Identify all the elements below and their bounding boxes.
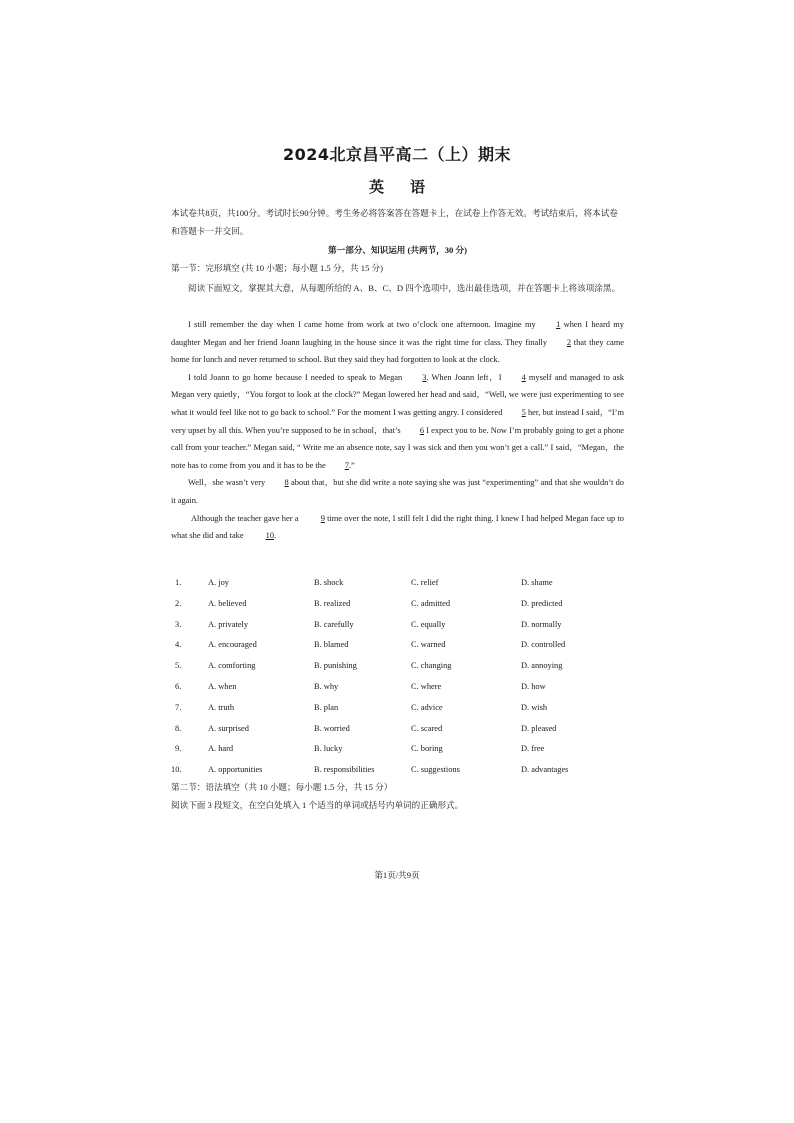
- option-row: [171, 578, 624, 599]
- option-d: D. shame: [521, 578, 553, 587]
- option-b: B. responsibilities: [314, 765, 375, 775]
- passage-text: . When Joann left，I: [426, 372, 505, 382]
- option-b: B. realized: [314, 598, 351, 608]
- option-d: D. pleased: [521, 723, 557, 733]
- section1-title: 第一节：完形填空 (共 10 小题；每小题 1.5 分，共 15 分): [171, 263, 383, 273]
- passage-text: her, but instead I said，“I’m very upset by all this. When you’re supposed to be in school，that’s: [171, 407, 624, 435]
- blank-9: 9: [320, 513, 325, 523]
- blank-10: 10: [265, 531, 275, 541]
- question-number: 5.: [175, 661, 182, 671]
- option-c: C. warned: [411, 640, 446, 650]
- option-c: C. admitted: [411, 598, 451, 608]
- passage-text: Well，she wasn’t very: [188, 478, 268, 488]
- passage-text: time over the note, I still felt I did the right thing. I knew I had helped Megan face up to what she did and take: [171, 513, 624, 541]
- answer-options: [171, 578, 624, 786]
- option-b: B. blamed: [314, 640, 349, 650]
- option-a: A. surprised: [208, 723, 249, 733]
- option-d: D. predicted: [521, 598, 563, 608]
- option-row: [171, 703, 624, 724]
- option-d: D. free: [521, 744, 545, 754]
- option-c: C. scared: [411, 723, 443, 733]
- subject-char-2: 语: [410, 178, 426, 196]
- passage-text: that they came home for lunch and never returned to school. But they said they had forgotten to look at the clock.: [171, 337, 624, 365]
- option-a: A. hard: [208, 744, 234, 754]
- section2-instructions: 阅读下面 3 段短文，在空白处填入 1 个适当的单词或括号内单词的正确形式。: [171, 800, 464, 810]
- part1-heading: 第一部分、知识运用 (共两节，30 分): [328, 245, 467, 255]
- option-d: D. wish: [521, 702, 548, 712]
- subject-char-1: 英: [368, 178, 384, 196]
- option-b: B. carefully: [314, 619, 354, 629]
- question-number: 8.: [175, 723, 182, 733]
- option-a: A. encouraged: [208, 640, 257, 650]
- option-row: [171, 661, 624, 682]
- blank-3: 3: [422, 372, 427, 382]
- blank-1: 1: [556, 320, 561, 329]
- blank-8: 8: [284, 478, 289, 488]
- passage-text: I told Joann to go home because I needed to speak to Megan: [188, 372, 406, 382]
- option-c: C. advice: [411, 702, 443, 712]
- option-d: D. advantages: [521, 765, 569, 775]
- passage-text: about that，but she did write a note saying she was just “experimenting” and that she wouldn’t do it again.: [171, 478, 624, 505]
- question-number: 9.: [175, 744, 182, 754]
- subject-title: [0, 176, 794, 197]
- question-number: 1.: [175, 578, 182, 587]
- blank-2: 2: [566, 337, 572, 347]
- question-number: 6.: [175, 681, 182, 691]
- option-d: D. how: [521, 681, 546, 691]
- option-row: [171, 620, 624, 641]
- option-b: B. plan: [314, 702, 339, 712]
- option-b: B. lucky: [314, 744, 343, 754]
- option-row: [171, 724, 624, 745]
- option-b: B. punishing: [314, 661, 357, 671]
- option-a: A. believed: [208, 598, 247, 608]
- option-a: A. opportunities: [208, 765, 263, 775]
- option-a: A. truth: [208, 702, 235, 712]
- passage-text: I expect you to be. Now I’m probably going to get a phone call from your teacher.” Megan said, “ Write me an absence note, say I was sick and then you won’t get a call.” I said，“Megan，the note has to come from you and it has to be the: [171, 425, 625, 470]
- option-c: C. where: [411, 681, 442, 691]
- passage-paragraph-2: [171, 369, 624, 475]
- passage-paragraph-3: [171, 474, 624, 509]
- question-number: 10.: [171, 765, 182, 775]
- option-a: A. joy: [208, 578, 229, 587]
- option-d: D. controlled: [521, 640, 566, 650]
- passage-text: Although the teacher gave her a: [191, 513, 301, 523]
- option-d: D. normally: [521, 619, 562, 629]
- passage-paragraph-4: [171, 510, 624, 545]
- option-a: A. comforting: [208, 661, 256, 671]
- option-b: B. worried: [314, 723, 350, 733]
- option-a: A. when: [208, 681, 237, 691]
- option-c: C. boring: [411, 744, 443, 754]
- question-number: 7.: [175, 702, 182, 712]
- question-number: 3.: [175, 619, 182, 629]
- option-row: [171, 682, 624, 703]
- passage-text: myself and managed to ask Megan very quietly，“You forgot to look at the clock?” Megan lowered her head and said，“Well, we were just experimenting to see what it would feel like not to go back to school.” For the moment I was getting angry. I considered: [171, 372, 625, 417]
- option-row: [171, 744, 624, 765]
- section1-instructions: 阅读下面短文，掌握其大意，从每题所给的 A、B、C、D 四个选项中，选出最佳选项，并在答题卡上将该项涂黑。: [188, 283, 621, 293]
- page-number: 第1页/共9页: [374, 870, 420, 880]
- passage-text: when I heard my daughter Megan and her friend Joann laughing in the house since it was the right time for class. They finally: [171, 320, 624, 347]
- passage-text: .”: [348, 460, 355, 470]
- section2-title: 第二节：语法填空（共 10 小题；每小题 1.5 分，共 15 分）: [171, 782, 393, 792]
- option-c: C. relief: [411, 578, 439, 587]
- cloze-passage: [171, 316, 624, 545]
- question-number: 4.: [175, 640, 182, 650]
- passage-text: .: [274, 531, 277, 541]
- option-c: C. changing: [411, 661, 452, 671]
- blank-7: 7: [344, 460, 349, 470]
- blank-4: 4: [521, 372, 526, 382]
- option-row: [171, 640, 624, 661]
- option-b: B. why: [314, 681, 339, 691]
- option-d: D. annoying: [521, 661, 563, 671]
- passage-paragraph-1: [171, 316, 624, 369]
- exam-title: 2024北京昌平高二（上）期末: [282, 145, 512, 164]
- question-number: 2.: [175, 598, 182, 608]
- blank-6: 6: [419, 425, 424, 435]
- blank-5: 5: [521, 407, 526, 417]
- option-row: [171, 599, 624, 620]
- option-a: A. privately: [208, 619, 249, 629]
- option-c: C. suggestions: [411, 765, 460, 775]
- option-c: C. equally: [411, 619, 446, 629]
- passage-text: I still remember the day when I came home from work at two o’clock one afternoon. Imagine my: [188, 320, 540, 329]
- exam-instructions: 本试卷共8页，共100分。考试时长90分钟。考生务必将答案答在答题卡上，在试卷上作答无效。考试结束后，将本试卷和答题卡一并交回。: [171, 208, 618, 236]
- option-b: B. shock: [314, 578, 344, 587]
